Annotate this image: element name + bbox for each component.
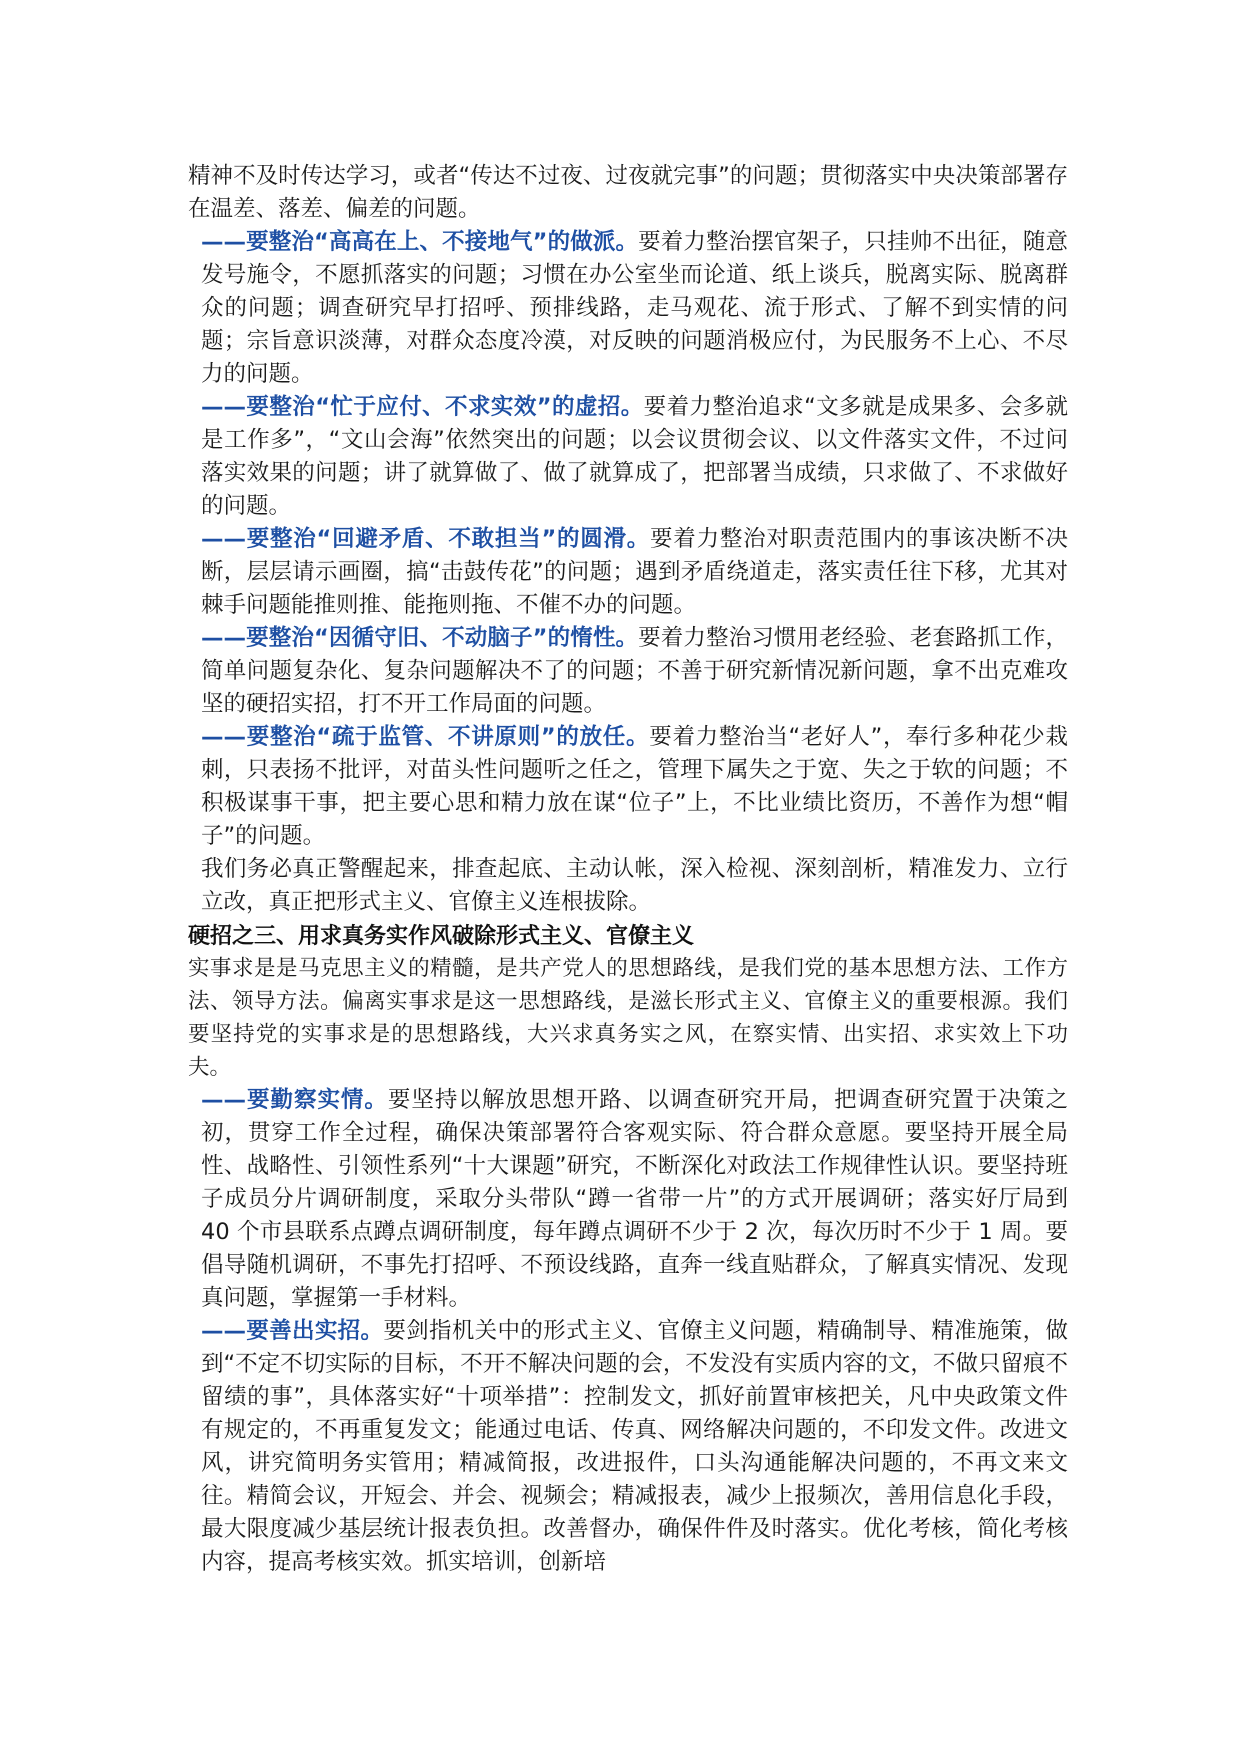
rectify-item-5-lead: ——要整治“疏于监管、不讲原则”的放任。 <box>201 724 650 750</box>
measure-item-1 <box>188 1084 1068 1315</box>
measure-item-1-text: 要坚持以解放思想开路、以调查研究开局，把调查研究置于决策之初，贯穿工作全过程，确保决策部署符合客观实际、符合群众意愿。要坚持开展全局性、战略性、引领性系列“十大课题”研究，不断深化对政法工作规律性认识。要坚持班子成员分片调研制度，采取分头带队“蹲一省带一片”的方式开展调研；落实好厅局到 40 个市县联系点蹲点调研制度，每年蹲点调研不少于 2 次，每次历时不少于 1 周。要倡导随机调研，不事先打招呼、不预设线路，直奔一线直贴群众，了解真实情况、发现真问题，掌握第一手材料。 <box>201 1087 1068 1311</box>
rectify-item-1 <box>188 226 1068 391</box>
rectify-item-1-lead: ——要整治“高高在上、不接地气”的做派。 <box>201 229 639 255</box>
rectify-item-4-text: 要着力整治习惯用老经验、老套路抓工作，简单问题复杂化、复杂问题解决不了的问题；不善于研究新情况新问题，拿不出克难攻坚的硬招实招，打不开工作局面的问题。 <box>201 625 1068 717</box>
rectify-item-5-text: 要着力整治当“老好人”，奉行多种花少栽刺，只表扬不批评，对苗头性问题听之任之，管理下属失之于宽、失之于软的问题；不积极谋事干事，把主要心思和精力放在谋“位子”上，不比业绩比资历，不善作为想“帽子”的问题。 <box>201 724 1068 849</box>
section-heading: 硬招之三、用求真务实作风破除形式主义、官僚主义 <box>188 923 695 948</box>
measure-item-2-text: 要剑指机关中的形式主义、官僚主义问题，精确制导、精准施策，做到“不定不切实际的目标，不开不解决问题的会，不发没有实质内容的文，不做只留痕不留绩的事”，具体落实好“十项举措”：控制发文，抓好前置审核把关，凡中央政策文件有规定的，不再重复发文；能通过电话、传真、网络解决问题的，不印发文件。改进文风，讲究简明务实管用；精减简报，改进报件，口头沟通能解决问题的，不再文来文往。精简会议，开短会、并会、视频会；精减报表，减少上报频次，善用信息化手段，最大限度减少基层统计报表负担。改善督办，确保件件及时落实。优化考核，简化考核内容，提高考核实效。抓实培训，创新培 <box>201 1318 1068 1575</box>
measure-item-2-lead: ——要善出实招。 <box>201 1318 384 1344</box>
rectify-item-4 <box>188 622 1068 721</box>
rectify-item-2 <box>188 391 1068 523</box>
section-intro: 实事求是是马克思主义的精髓，是共产党人的思想路线，是我们党的基本思想方法、工作方法、领导方法。偏离实事求是这一思想路线，是滋长形式主义、官僚主义的重要根源。我们要坚持党的实事求是的思想路线，大兴求真务实之风，在察实情、出实招、求实效上下功夫。 <box>188 956 1068 1079</box>
rectify-item-4-lead: ——要整治“因循守旧、不动脑子”的惰性。 <box>201 625 639 651</box>
document-body <box>188 160 1068 1579</box>
measure-item-1-lead: ——要勤察实情。 <box>201 1087 388 1113</box>
rectify-item-1-text: 要着力整治摆官架子，只挂帅不出征，随意发号施令，不愿抓落实的问题；习惯在办公室坐而论道、纸上谈兵，脱离实际、脱离群众的问题；调查研究早打招呼、预排线路，走马观花、流于形式、了解不到实情的问题；宗旨意识淡薄，对群众态度冷漠，对反映的问题消极应付，为民服务不上心、不尽力的问题。 <box>201 229 1068 387</box>
closing-paragraph: 我们务必真正警醒起来，排查起底、主动认帐，深入检视、深刻剖析，精准发力、立行立改，真正把形式主义、官僚主义连根拔除。 <box>201 856 1068 915</box>
rectify-item-2-lead: ——要整治“忙于应付、不求实效”的虚招。 <box>201 394 644 420</box>
measure-item-2 <box>188 1315 1068 1579</box>
rectify-item-5 <box>188 721 1068 853</box>
rectify-item-3-text: 要着力整治对职责范围内的事该决断不决断，层层请示画圈，搞“击鼓传花”的问题；遇到矛盾绕道走，落实责任往下移，尤其对棘手问题能推则推、能拖则拖、不催不办的问题。 <box>201 526 1068 618</box>
rectify-item-3-lead: ——要整治“回避矛盾、不敢担当”的圆滑。 <box>201 526 651 552</box>
paragraph-continuation: 精神不及时传达学习，或者“传达不过夜、过夜就完事”的问题；贯彻落实中央决策部署存在温差、落差、偏差的问题。 <box>188 163 1068 222</box>
rectify-item-3 <box>188 523 1068 622</box>
rectify-item-2-text: 要着力整治追求“文多就是成果多、会多就是工作多”，“文山会海”依然突出的问题；以会议贯彻会议、以文件落实文件，不过问落实效果的问题；讲了就算做了、做了就算成了，把部署当成绩，只求做了、不求做好的问题。 <box>201 394 1068 519</box>
